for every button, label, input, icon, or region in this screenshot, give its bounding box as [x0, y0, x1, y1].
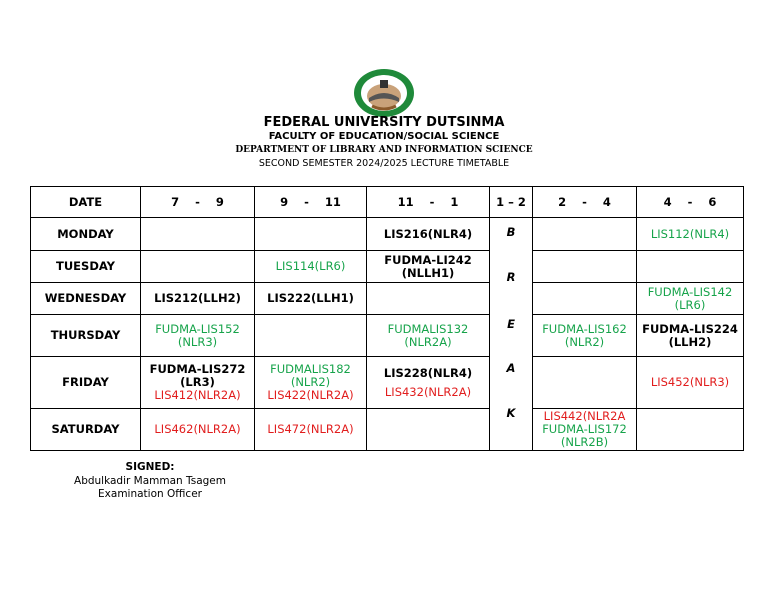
cell-empty [255, 315, 367, 357]
course-entry: FUDMA-LIS272 (LR3) [149, 362, 246, 389]
day-label: SATURDAY [31, 409, 141, 451]
break-letter: B [506, 224, 516, 239]
timetable [30, 186, 744, 451]
cell-empty [533, 218, 637, 251]
cell-course-group [255, 357, 367, 409]
day-label: FRIDAY [31, 357, 141, 409]
col-header-11-1: 11 - 1 [367, 187, 490, 218]
col-header-9-11: 9 - 11 [255, 187, 367, 218]
university-logo [352, 68, 416, 118]
signature-label: SIGNED: [125, 461, 175, 473]
day-label: THURSDAY [31, 315, 141, 357]
cell-empty [533, 251, 637, 283]
cell-course: LIS462(NLR2A) [141, 409, 255, 451]
break-letter: E [507, 316, 515, 331]
break-column [490, 218, 533, 451]
cell-course: FUDMA-LIS224 (LLH2) [637, 315, 744, 357]
cell-empty [533, 357, 637, 409]
table-row-monday [31, 218, 744, 251]
signer-name: Abdulkadir Mamman Tsagem [74, 474, 226, 487]
course-entry: LIS422(NLR2A) [267, 388, 354, 402]
col-header-7-9: 7 - 9 [141, 187, 255, 218]
day-label: WEDNESDAY [31, 283, 141, 315]
cell-course: FUDMA-LIS142 (LR6) [637, 283, 744, 315]
col-header-2-4: 2 - 4 [533, 187, 637, 218]
cell-empty [533, 283, 637, 315]
table-row-friday [31, 357, 744, 409]
cell-course: LIS112(NLR4) [637, 218, 744, 251]
cell-course: LIS222(LLH1) [255, 283, 367, 315]
cell-empty [255, 218, 367, 251]
cell-course: FUDMALIS132 (NLR2A) [367, 315, 490, 357]
table-row-wednesday [31, 283, 744, 315]
cell-course: FUDMA-LIS162 (NLR2) [533, 315, 637, 357]
cell-empty [637, 251, 744, 283]
col-header-1-2: 1 – 2 [490, 187, 533, 218]
cell-course-group [141, 357, 255, 409]
day-label: TUESDAY [31, 251, 141, 283]
course-entry: LIS432(NLR2A) [384, 384, 472, 399]
cell-course: LIS212(LLH2) [141, 283, 255, 315]
signature-block [40, 461, 260, 502]
cell-course: LIS114(LR6) [255, 251, 367, 283]
cell-empty [637, 409, 744, 451]
table-row-saturday [31, 409, 744, 451]
course-entry: FUDMALIS182 (NLR2) [270, 362, 351, 389]
col-header-date: DATE [31, 187, 141, 218]
course-entry: LIS412(NLR2A) [154, 388, 241, 402]
cell-course: LIS452(NLR3) [637, 357, 744, 409]
table-row-tuesday [31, 251, 744, 283]
cell-course: LIS216(NLR4) [367, 218, 490, 251]
cell-course: FUDMA-LI242 (NLLH1) [367, 251, 490, 283]
cell-course-group [367, 357, 490, 409]
university-name: FEDERAL UNIVERSITY DUTSINMA [263, 115, 505, 130]
timetable-subtitle: SECOND SEMESTER 2024/2025 LECTURE TIMETABLE [258, 158, 510, 169]
cell-course: LIS472(NLR2A) [255, 409, 367, 451]
faculty-name: FACULTY OF EDUCATION/SOCIAL SCIENCE [268, 131, 500, 142]
col-header-4-6: 4 - 6 [637, 187, 744, 218]
cell-course: FUDMA-LIS152 (NLR3) [141, 315, 255, 357]
signer-title: Examination Officer [98, 488, 202, 500]
course-entry: FUDMA-LIS172 (NLR2B) [542, 422, 627, 449]
cell-empty [141, 218, 255, 251]
day-label: MONDAY [31, 218, 141, 251]
break-letter: K [506, 405, 516, 420]
break-letter: R [506, 269, 516, 284]
cell-empty [367, 283, 490, 315]
cell-empty [367, 409, 490, 451]
cell-empty [141, 251, 255, 283]
course-entry: LIS442(NLR2A [543, 409, 626, 423]
cell-course-group [533, 409, 637, 451]
break-letter: A [506, 360, 516, 375]
course-entry: LIS228(NLR4) [383, 365, 473, 380]
department-name: DEPARTMENT OF LIBRARY AND INFORMATION SCIENCE [235, 145, 533, 155]
header-row [31, 187, 744, 218]
table-row-thursday [31, 315, 744, 357]
